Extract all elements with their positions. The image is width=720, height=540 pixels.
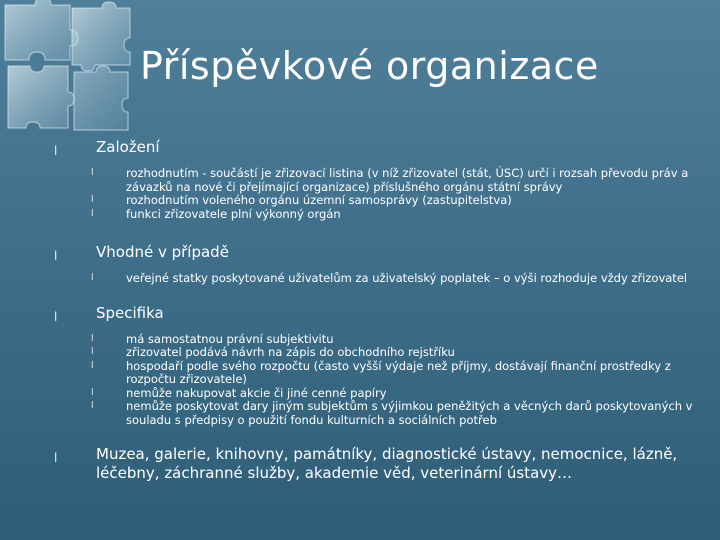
section-heading-text: Specifika	[96, 303, 164, 322]
list-item-text: rozhodnutím voleného orgánu územní samosprávy (zastupitelstva)	[126, 193, 512, 207]
list-item-text: zřizovatel podává návrh na zápis do obchodního rejstříku	[126, 345, 455, 359]
bullet-marker: l	[91, 273, 94, 283]
bullet-marker: l	[54, 451, 58, 465]
list-item-text: hospodaří podle svého rozpočtu (často vyšší výdaje než příjmy, dostávají finanční prostředky z rozpočtu zřizovatele)	[126, 358, 671, 386]
section-heading-specifika	[54, 304, 694, 323]
list-item	[54, 272, 694, 286]
bullet-marker: l	[91, 360, 94, 371]
list-item	[54, 208, 694, 222]
section-heading-zalozeni	[54, 138, 694, 157]
section-heading-examples	[54, 445, 694, 483]
section-heading-text: Vhodné v případě	[96, 243, 229, 261]
bullet-marker: l	[91, 401, 94, 411]
list-item-text: má samostatnou právní subjektivitu	[126, 331, 334, 346]
list-item	[54, 400, 694, 427]
puzzle-pieces-decoration	[0, 0, 140, 140]
list-item-text: rozhodnutím - součástí je zřizovací listina (v níž zřizovatel (stát, ÚSC) určí i rozsah převodu práv a závazků na nové či přejímající organizace) příslušného orgánu státní správy	[126, 166, 689, 194]
list-item	[54, 360, 694, 387]
puzzle-piece-3	[8, 66, 74, 128]
section-heading-text: Založení	[96, 138, 160, 156]
puzzle-piece-1	[5, 0, 78, 60]
list-item	[54, 387, 694, 401]
slide-content	[54, 138, 694, 492]
section-heading-text: Muzea, galerie, knihovny, památníky, diagnostické ústavy, nemocnice, lázně, léčebny, záchranné služby, akademie věd, veterinární ústavy…	[96, 445, 678, 482]
bullet-marker: l	[91, 387, 94, 398]
list-item	[54, 346, 694, 360]
sub-list-vhodne	[54, 272, 694, 286]
section-heading-vhodne	[54, 243, 694, 262]
puzzle-piece-2	[72, 2, 130, 71]
bullet-marker: l	[54, 144, 58, 158]
bullet-marker: l	[91, 333, 94, 344]
bullet-marker: l	[91, 347, 94, 357]
sub-list-zalozeni	[54, 167, 694, 221]
puzzle-piece-4	[74, 66, 128, 130]
bullet-marker: l	[54, 249, 58, 263]
list-item-text: funkci zřizovatele plní výkonný orgán	[126, 206, 341, 221]
list-item	[54, 194, 694, 208]
list-item-text: nemůže poskytovat dary jiným subjektům s výjimkou peněžitých a věcných darů poskytovaných v souladu s předpisy o použití fondu kulturních a sociálních potřeb	[126, 399, 693, 427]
list-item	[54, 167, 694, 194]
bullet-marker: l	[91, 195, 94, 205]
bullet-marker: l	[91, 208, 94, 219]
slide-title: Příspěvkové organizace	[140, 44, 599, 88]
sub-list-specifika	[54, 333, 694, 428]
bullet-marker: l	[54, 309, 58, 324]
list-item-text: veřejné statky poskytované uživatelům za uživatelský poplatek – o výši rozhoduje vždy zřizovatel	[126, 271, 688, 285]
list-item-text: nemůže nakupovat akcie či jiné cenné papíry	[126, 385, 387, 400]
list-item	[54, 333, 694, 347]
bullet-marker: l	[91, 168, 94, 178]
